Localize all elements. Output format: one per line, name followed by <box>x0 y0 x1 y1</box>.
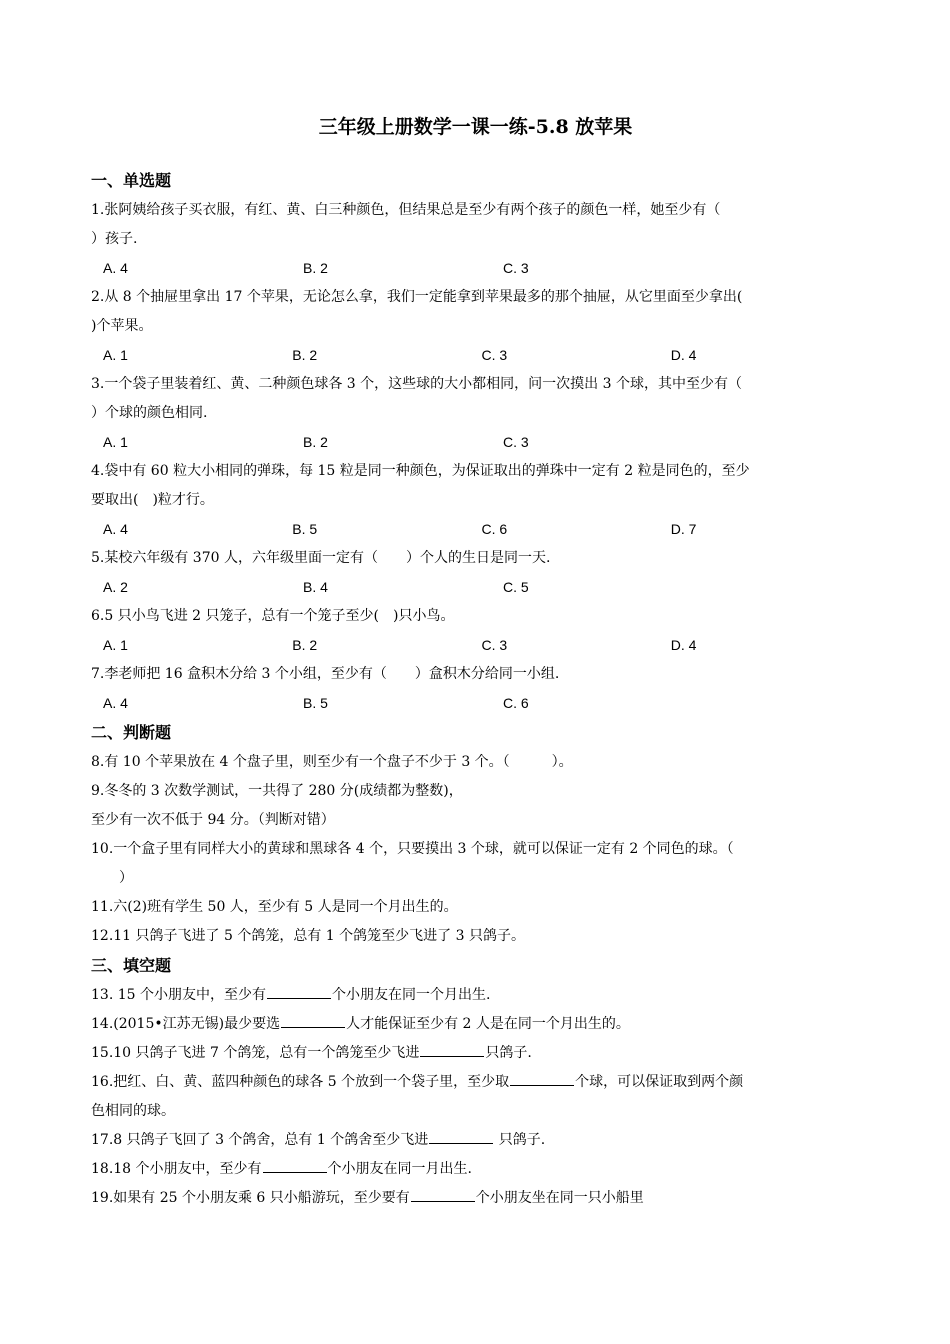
question-text: 19.如果有 25 个小朋友乘 6 只小船游玩，至少要有 <box>91 1190 410 1206</box>
question-text: 18.18 个小朋友中，至少有 <box>91 1161 262 1177</box>
question-10 <box>91 835 860 893</box>
option-d[interactable]: D. 4 <box>670 347 697 363</box>
question-5 <box>91 544 860 573</box>
options-row <box>91 631 860 660</box>
question-text: 7.李老师把 16 盒积木分给 3 个小组，至少有（ ）盒积木分给同一小组. <box>91 666 560 682</box>
option-c[interactable]: C. 6 <box>481 521 508 537</box>
question-text: ）个球的颜色相同. <box>91 405 208 421</box>
option-a[interactable]: A. 1 <box>103 637 128 653</box>
option-a[interactable]: A. 1 <box>103 434 128 450</box>
answer-blank[interactable] <box>267 984 331 999</box>
option-b[interactable]: B. 2 <box>303 260 328 276</box>
question-text: 只鸽子. <box>494 1132 546 1148</box>
option-c[interactable]: C. 3 <box>503 434 529 450</box>
option-c[interactable]: C. 3 <box>503 260 529 276</box>
question-text: 16.把红、白、黄、蓝四种颜色的球各 5 个放到一个袋子里，至少取 <box>91 1074 510 1090</box>
question-14 <box>91 1010 860 1039</box>
option-c[interactable]: C. 5 <box>503 579 529 595</box>
question-text: 6.5 只小鸟飞进 2 只笼子，总有一个笼子至少( )只小鸟。 <box>91 608 455 624</box>
question-15 <box>91 1039 860 1068</box>
question-text: 15.10 只鸽子飞进 7 个鸽笼，总有一个鸽笼至少飞进 <box>91 1045 420 1061</box>
option-a[interactable]: A. 4 <box>103 521 128 537</box>
question-3 <box>91 370 860 428</box>
question-text: 至少有一次不低于 94 分。（判断对错） <box>91 812 335 828</box>
question-text: 人才能保证至少有 2 人是在同一个月出生的。 <box>346 1016 630 1032</box>
option-a[interactable]: A. 4 <box>103 260 128 276</box>
question-text: 2.从 8 个抽屉里拿出 17 个苹果，无论怎么拿，我们一定能拿到苹果最多的那个抽屉，从它里面至少拿出( <box>91 289 743 305</box>
question-9 <box>91 777 860 835</box>
question-text: 要取出( )粒才行。 <box>91 492 214 508</box>
question-12: 12.11 只鸽子飞进了 5 个鸽笼，总有 1 个鸽笼至少飞进了 3 只鸽子。 <box>91 928 525 944</box>
question-17 <box>91 1126 860 1155</box>
answer-blank[interactable] <box>263 1158 327 1173</box>
options-row <box>91 573 860 602</box>
section-heading-true-false: 二、判断题 <box>91 723 172 742</box>
question-7 <box>91 660 860 689</box>
question-4 <box>91 457 860 515</box>
question-2 <box>91 283 860 341</box>
answer-blank[interactable] <box>510 1071 574 1086</box>
question-text: 13. 15 个小朋友中，至少有 <box>91 987 266 1003</box>
option-c[interactable]: C. 3 <box>481 347 508 363</box>
question-text: 色相同的球。 <box>91 1103 175 1119</box>
question-text: 个小朋友坐在同一只小船里 <box>475 1190 644 1206</box>
question-text: 个小朋友在同一个月出生. <box>331 987 491 1003</box>
question-text: 1.张阿姨给孩子买衣服，有红、黄、白三种颜色，但结果总是至少有两个孩子的颜色一样，她至少有（ <box>91 202 721 218</box>
question-text: ）孩子. <box>91 231 138 247</box>
answer-blank[interactable] <box>429 1129 493 1144</box>
question-text: 10.一个盒子里有同样大小的黄球和黑球各 4 个，只要摸出 3 个球，就可以保证一定有 2 个同色的球。（ <box>91 841 734 857</box>
option-c[interactable]: C. 3 <box>481 637 508 653</box>
option-a[interactable]: A. 1 <box>103 347 128 363</box>
answer-blank[interactable] <box>281 1013 345 1028</box>
question-text: 只鸽子. <box>485 1045 532 1061</box>
option-d[interactable]: D. 7 <box>670 521 697 537</box>
option-b[interactable]: B. 5 <box>292 521 318 537</box>
option-b[interactable]: B. 2 <box>303 434 328 450</box>
answer-blank[interactable] <box>411 1187 475 1202</box>
section-heading-single-choice: 一、单选题 <box>91 171 172 190</box>
question-13 <box>91 981 860 1010</box>
question-text: 9.冬冬的 3 次数学测试，一共得了 280 分(成绩都为整数)， <box>91 783 463 799</box>
option-a[interactable]: A. 2 <box>103 579 128 595</box>
question-6 <box>91 602 860 631</box>
question-text: 14.(2015•江苏无锡)最少要选 <box>91 1016 281 1032</box>
question-text: 5.某校六年级有 370 人，六年级里面一定有（ ）个人的生日是同一天. <box>91 550 551 566</box>
option-d[interactable]: D. 4 <box>670 637 697 653</box>
options-row <box>91 428 860 457</box>
options-row <box>91 689 860 718</box>
question-text: ） <box>91 870 133 886</box>
question-text: 3.一个袋子里装着红、黄、二种颜色球各 3 个，这些球的大小都相同，问一次摸出 3 个球，其中至少有（ <box>91 376 742 392</box>
question-19 <box>91 1184 860 1213</box>
question-8: 8.有 10 个苹果放在 4 个盘子里，则至少有一个盘子不少于 3 个。（ ）。 <box>91 754 573 770</box>
option-b[interactable]: B. 4 <box>303 579 328 595</box>
question-11: 11.六(2)班有学生 50 人，至少有 5 人是同一个月出生的。 <box>91 899 458 915</box>
option-c[interactable]: C. 6 <box>503 695 529 711</box>
option-a[interactable]: A. 4 <box>103 695 128 711</box>
section-heading-fill-blank: 三、填空题 <box>91 956 172 975</box>
page-title: 三年级上册数学一课一练-5.8 放苹果 <box>318 116 633 138</box>
question-16 <box>91 1068 860 1126</box>
option-b[interactable]: B. 5 <box>303 695 328 711</box>
option-b[interactable]: B. 2 <box>292 637 318 653</box>
options-row <box>91 515 860 544</box>
option-b[interactable]: B. 2 <box>292 347 318 363</box>
question-1 <box>91 196 860 254</box>
question-18 <box>91 1155 860 1184</box>
question-text: 个球，可以保证取到两个颜 <box>575 1074 744 1090</box>
options-row <box>91 254 860 283</box>
answer-blank[interactable] <box>420 1042 484 1057</box>
question-text: 个小朋友在同一月出生. <box>327 1161 472 1177</box>
question-text: 17.8 只鸽子飞回了 3 个鸽舍，总有 1 个鸽舍至少飞进 <box>91 1132 429 1148</box>
options-row <box>91 341 860 370</box>
question-text: )个苹果。 <box>91 318 153 334</box>
question-text: 4.袋中有 60 粒大小相同的弹珠，每 15 粒是同一种颜色，为保证取出的弹珠中一定有 2 粒是同色的，至少 <box>91 463 750 479</box>
